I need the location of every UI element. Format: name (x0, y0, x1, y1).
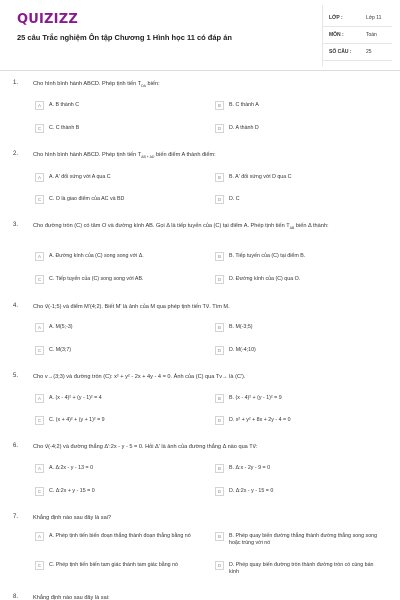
question-text-main: Cho hình bình hành ABCD. Phép tịnh tiến T (33, 81, 142, 87)
option-c[interactable] (35, 124, 199, 133)
option-box: C (35, 124, 44, 133)
option-text: B. Tiếp tuyến của (C) tại điểm B. (229, 253, 306, 259)
option-box: C (35, 346, 44, 355)
meta-label: SỐ CÂU : (329, 49, 352, 55)
option-box: A (35, 394, 44, 403)
option-text: A. M(5;-3) (49, 324, 73, 330)
option-d[interactable] (215, 275, 379, 284)
option-a[interactable] (35, 252, 199, 261)
option-box: A (35, 464, 44, 473)
option-b[interactable] (215, 323, 379, 332)
option-box: B (215, 394, 224, 403)
option-c[interactable] (35, 561, 199, 570)
question-text-main: Khẳng định nào sau đây là sai? (33, 515, 112, 521)
option-text: A. Δ:2x - y - 13 = 0 (49, 465, 94, 471)
option-b[interactable] (215, 173, 379, 182)
option-box: D (215, 195, 224, 204)
question-text-tail: biến: (146, 81, 160, 87)
option-text: C. C thành B (49, 125, 80, 131)
meta-row-count (322, 44, 392, 61)
option-box: C (35, 416, 44, 425)
option-a[interactable] (35, 323, 199, 332)
option-d[interactable] (215, 561, 379, 576)
option-text: C. M(3;7) (49, 347, 72, 353)
meta-value: Toán (366, 32, 377, 38)
option-text: A. Phép tịnh tiến biến đoạn thẳng thành đoạn thẳng bằng nó (49, 533, 191, 539)
question-text (33, 303, 388, 311)
option-text: B. Phép quay biến đường thẳng thành đường thẳng song song hoặc trùng với nó (229, 533, 378, 546)
option-box: D (215, 275, 224, 284)
option-d[interactable] (215, 124, 379, 133)
option-text: D. A thành D (229, 125, 259, 131)
option-a[interactable] (35, 464, 199, 473)
option-box: C (35, 195, 44, 204)
option-text: C. Tiếp tuyến của (C) song song với AB. (49, 276, 144, 282)
option-text: C. O là giao điểm của AC và BD (49, 196, 125, 202)
option-text: D. Đường kính của (C) qua O. (229, 276, 301, 282)
option-box: B (215, 532, 224, 541)
meta-value: 25 (366, 49, 372, 55)
option-box: B (215, 101, 224, 110)
option-text: B. C thành A (229, 102, 259, 108)
option-box: C (35, 275, 44, 284)
option-d[interactable] (215, 195, 379, 204)
worksheet-meta (322, 10, 392, 61)
meta-label: MÔN : (329, 32, 344, 38)
option-a[interactable] (35, 173, 199, 182)
question-text-main: Cho v⃗(-4;2) và đường thẳng Δ':2x - y - 5 = 0. Hỏi Δ' là ảnh của đường thẳng Δ nào qua Tv⃗: (33, 444, 258, 450)
option-c[interactable] (35, 195, 199, 204)
option-b[interactable] (215, 394, 379, 403)
question-text (33, 594, 388, 600)
option-text: D. C (229, 196, 240, 202)
option-box: C (35, 561, 44, 570)
option-box: D (215, 416, 224, 425)
option-d[interactable] (215, 487, 379, 496)
header-divider (0, 70, 400, 71)
meta-label: LỚP : (329, 15, 343, 21)
worksheet-header (0, 0, 400, 70)
option-text: A. (x - 4)² + (y - 1)² = 4 (49, 395, 102, 401)
option-text: C. Δ:2x + y - 15 = 0 (49, 488, 95, 494)
question-text-main: Khẳng định nào sau đây là sai: (33, 595, 110, 600)
option-text: D. x² + y² + 8x + 2y - 4 = 0 (229, 417, 291, 423)
vector-subscript: DA (141, 84, 146, 88)
meta-row-subject (322, 27, 392, 44)
option-box: A (35, 101, 44, 110)
option-box: B (215, 323, 224, 332)
option-box: D (215, 124, 224, 133)
option-text: A. Đường kính của (C) song song với Δ. (49, 253, 144, 259)
option-a[interactable] (35, 532, 199, 541)
worksheet-title: 25 câu Trắc nghiệm Ôn tập Chương 1 Hình học 11 có đáp án (17, 33, 232, 42)
option-box: A (35, 323, 44, 332)
question-number: 3. (13, 222, 19, 228)
option-b[interactable] (215, 101, 379, 110)
option-c[interactable] (35, 487, 199, 496)
question-number: 8. (13, 594, 19, 600)
vector-subscript: AB (289, 226, 295, 230)
option-d[interactable] (215, 416, 379, 425)
option-box: B (215, 464, 224, 473)
option-a[interactable] (35, 394, 199, 403)
question-number: 4. (13, 303, 19, 309)
option-box: D (215, 487, 224, 496)
question-text (33, 373, 388, 381)
option-text: B. (x - 4)² + (y - 1)² = 9 (229, 395, 282, 401)
option-text: B. M(-3;5) (229, 324, 253, 330)
question-text-main: Cho đường tròn (C) có tâm O và đường kính AB. Gọi Δ là tiếp tuyến của (C) tại điểm A. Phép tịnh tiến T (33, 223, 290, 229)
question-number: 7. (13, 514, 19, 520)
option-text: D. M(-4;10) (229, 347, 256, 353)
option-b[interactable] (215, 464, 379, 473)
question-number: 2. (13, 151, 19, 157)
question-text-main: Cho v→(3;3) và đường tròn (C): x² + y² - 2x + 4y - 4 = 0. Ảnh của (C) qua Tv→ là (C'). (33, 374, 246, 380)
option-box: A (35, 173, 44, 182)
option-text: A. B thành C (49, 102, 80, 108)
option-a[interactable] (35, 101, 199, 110)
meta-row-class (322, 10, 392, 27)
option-text: C. Phép tịnh tiến biến tam giác thành tam giác bằng nó (49, 562, 178, 568)
question-text (33, 222, 388, 232)
option-text: D. Δ:2x - y - 15 = 0 (229, 488, 274, 494)
question-text-main: Cho hình bình hành ABCD. Phép tịnh tiến T (33, 152, 142, 158)
option-text: D. Phép quay biến đường tròn thành đường tròn có cùng bán kính (229, 562, 374, 575)
option-box: A (35, 252, 44, 261)
option-b[interactable] (215, 532, 379, 547)
question-text-tail: biến điểm A thành điểm: (154, 152, 216, 158)
question-text-main: Cho v⃗(-1;5) và điểm M'(4;2). Biết M' là ảnh của M qua phép tịnh tiến Tv⃗. Tìm M. (33, 304, 230, 310)
option-c[interactable] (35, 416, 199, 425)
question-number: 5. (13, 373, 19, 379)
option-box: C (35, 487, 44, 496)
option-box: D (215, 346, 224, 355)
question-text (33, 443, 388, 451)
option-c[interactable] (35, 346, 199, 355)
option-text: A. A' đối xứng với A qua C (49, 174, 111, 180)
option-b[interactable] (215, 252, 379, 261)
option-box: B (215, 252, 224, 261)
option-box: D (215, 561, 224, 570)
option-text: B. Δ:x - 2y - 9 = 0 (229, 465, 271, 471)
question-text (33, 80, 388, 90)
option-box: A (35, 532, 44, 541)
question-text-tail: biến Δ thành: (294, 223, 329, 229)
option-box: B (215, 173, 224, 182)
quizizz-logo: QUIZIZZ (17, 12, 78, 27)
question-text (33, 514, 388, 522)
question-number: 1. (13, 80, 19, 86)
option-text: C. (x + 4)² + (y + 1)² = 9 (49, 417, 105, 423)
question-number: 6. (13, 443, 19, 449)
option-c[interactable] (35, 275, 199, 284)
question-text (33, 151, 388, 161)
option-d[interactable] (215, 346, 379, 355)
option-text: B. A' đối xứng với D qua C (229, 174, 292, 180)
meta-value: Lớp 11 (366, 15, 382, 21)
vector-subscript: AB + AD (141, 155, 155, 159)
